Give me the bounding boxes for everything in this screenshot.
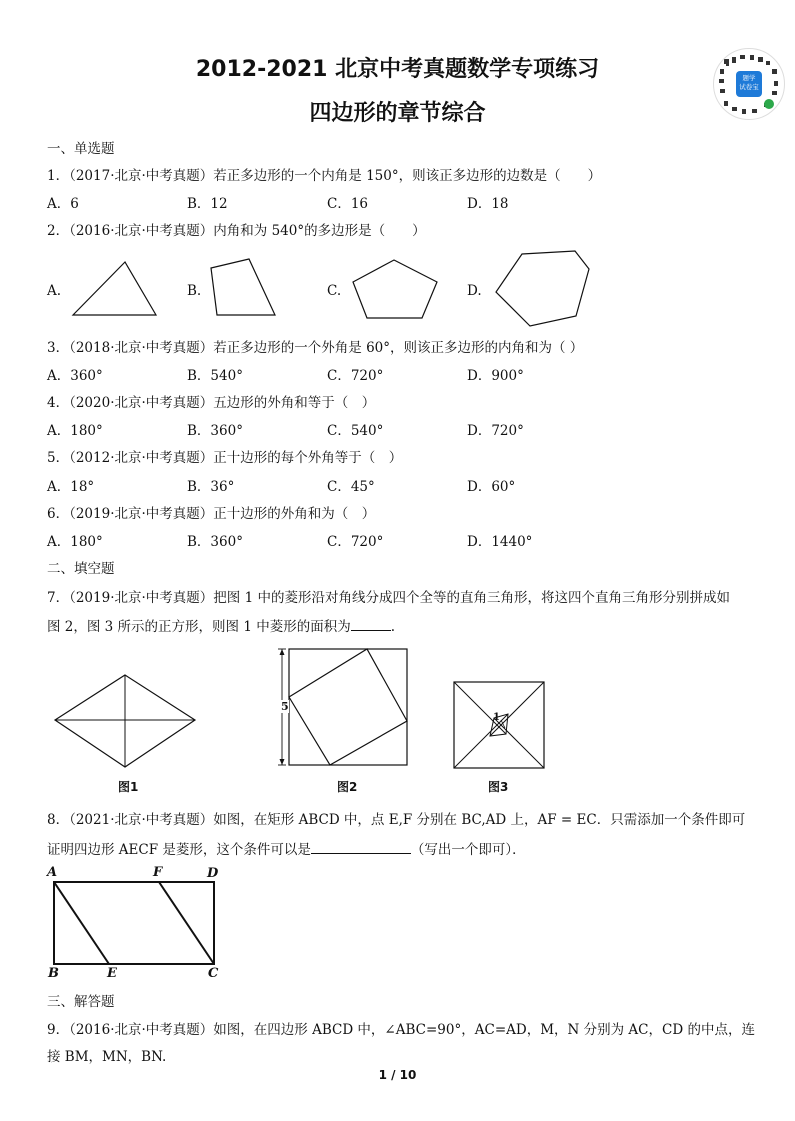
- q8-stem-text: 证明四边形 AECF 是菱形，这个条件可以是: [47, 842, 311, 858]
- question-8-stem-line2: [47, 839, 526, 859]
- q3-option-b: B．540°: [187, 368, 243, 384]
- q2-option-d: D.: [467, 283, 482, 299]
- q6-option-a: A．180°: [47, 534, 103, 550]
- triangle-figure: [60, 252, 170, 322]
- q8-stem-end: （写出一个即可）．: [410, 842, 526, 858]
- q2-option-b: B.: [187, 283, 202, 299]
- question-8-stem-line1: 8．（2021·北京·中考真题）如图，在矩形 ABCD 中，点 E,F 分别在 BC,AD 上，AF = EC．只需添加一个条件即可: [47, 812, 746, 828]
- qr-badge-line1: 题学: [742, 74, 756, 82]
- qr-badge-line2: 试卷宝: [739, 83, 759, 91]
- q4-option-c: C．540°: [327, 423, 384, 439]
- square-figure-3: [448, 676, 548, 772]
- q6-option-c: C．720°: [327, 534, 384, 550]
- q2-option-c: C.: [327, 283, 342, 299]
- qr-code-badge: [713, 48, 785, 120]
- q3-option-c: C．720°: [327, 368, 384, 384]
- q8-answer-blank[interactable]: [311, 839, 411, 854]
- q1-option-d: D．18: [467, 196, 509, 212]
- side-length-label-5: 5: [281, 700, 289, 713]
- vertex-label-c: C: [208, 966, 219, 981]
- question-2-stem: 2．（2016·北京·中考真题）内角和为 540°的多边形是（ ）: [47, 223, 426, 239]
- figure-2-label: 图2: [337, 780, 358, 794]
- quadrilateral-figure: [200, 252, 290, 322]
- q7-stem-text: 图 2，图 3 所示的正方形，则图 1 中菱形的面积为: [47, 619, 351, 635]
- q1-option-c: C．16: [327, 196, 369, 212]
- question-4-stem: 4．（2020·北京·中考真题）五边形的外角和等于（ ）: [47, 395, 376, 411]
- question-1-stem: 1．（2017·北京·中考真题）若正多边形的一个内角是 150°，则该正多边形的边数是（ ）: [47, 168, 602, 184]
- q2-option-a: A.: [47, 283, 62, 299]
- q1-option-a: A．6: [47, 196, 79, 212]
- rectangle-abcd-figure: [50, 878, 222, 968]
- q3-option-a: A．360°: [47, 368, 103, 384]
- square-figure-2: [276, 645, 412, 770]
- question-9-stem-line2: 接 BM，MN，BN.: [47, 1049, 167, 1065]
- vertex-label-a: A: [47, 865, 58, 880]
- vertex-label-e: E: [107, 966, 117, 981]
- q5-option-d: D．60°: [467, 479, 516, 495]
- q5-option-a: A．18°: [47, 479, 95, 495]
- question-3-stem: 3．（2018·北京·中考真题）若正多边形的一个外角是 60°，则该正多边形的内角和为（ ）: [47, 340, 584, 356]
- rhombus-figure: [50, 670, 200, 772]
- section-heading-solve: 三、解答题: [47, 994, 115, 1010]
- q3-option-d: D．900°: [467, 368, 524, 384]
- side-length-label-1: 1: [493, 712, 500, 723]
- pentagon-figure: [345, 252, 445, 324]
- q7-answer-blank[interactable]: [351, 616, 391, 631]
- q5-option-c: C．45°: [327, 479, 375, 495]
- q5-option-b: B．36°: [187, 479, 235, 495]
- figure-1-label: 图1: [118, 780, 139, 794]
- q4-option-b: B．360°: [187, 423, 243, 439]
- question-7-stem-line2: [47, 616, 395, 636]
- vertex-label-b: B: [48, 966, 59, 981]
- section-heading-single-choice: 一、单选题: [47, 141, 115, 157]
- hexagon-figure: [490, 246, 600, 330]
- figure-3-label: 图3: [488, 780, 509, 794]
- qr-badge-text: [736, 74, 762, 92]
- question-6-stem: 6．（2019·北京·中考真题）正十边形的外角和为（ ）: [47, 506, 376, 522]
- vertex-label-d: D: [207, 866, 219, 881]
- q1-option-b: B．12: [187, 196, 228, 212]
- vertex-label-f: F: [153, 865, 163, 880]
- question-5-stem: 5．（2012·北京·中考真题）正十边形的每个外角等于（ ）: [47, 450, 403, 466]
- section-heading-fill-blank: 二、填空题: [47, 561, 115, 577]
- q7-stem-end: .: [390, 619, 396, 635]
- page-subtitle: 四边形的章节综合: [309, 101, 486, 126]
- question-7-stem-line1: 7．（2019·北京·中考真题）把图 1 中的菱形沿对角线分成四个全等的直角三角形，将这四个直角三角形分别拼成如: [47, 590, 730, 606]
- page-number: 1 / 10: [378, 1068, 417, 1082]
- page-title: 2012-2021 北京中考真题数学专项练习: [195, 57, 600, 82]
- q4-option-d: D．720°: [467, 423, 524, 439]
- question-9-stem-line1: 9．（2016·北京·中考真题）如图，在四边形 ABCD 中，∠ABC=90°，AC=AD，M，N 分别为 AC，CD 的中点，连: [47, 1022, 755, 1038]
- q6-option-d: D．1440°: [467, 534, 533, 550]
- q4-option-a: A．180°: [47, 423, 103, 439]
- q6-option-b: B．360°: [187, 534, 243, 550]
